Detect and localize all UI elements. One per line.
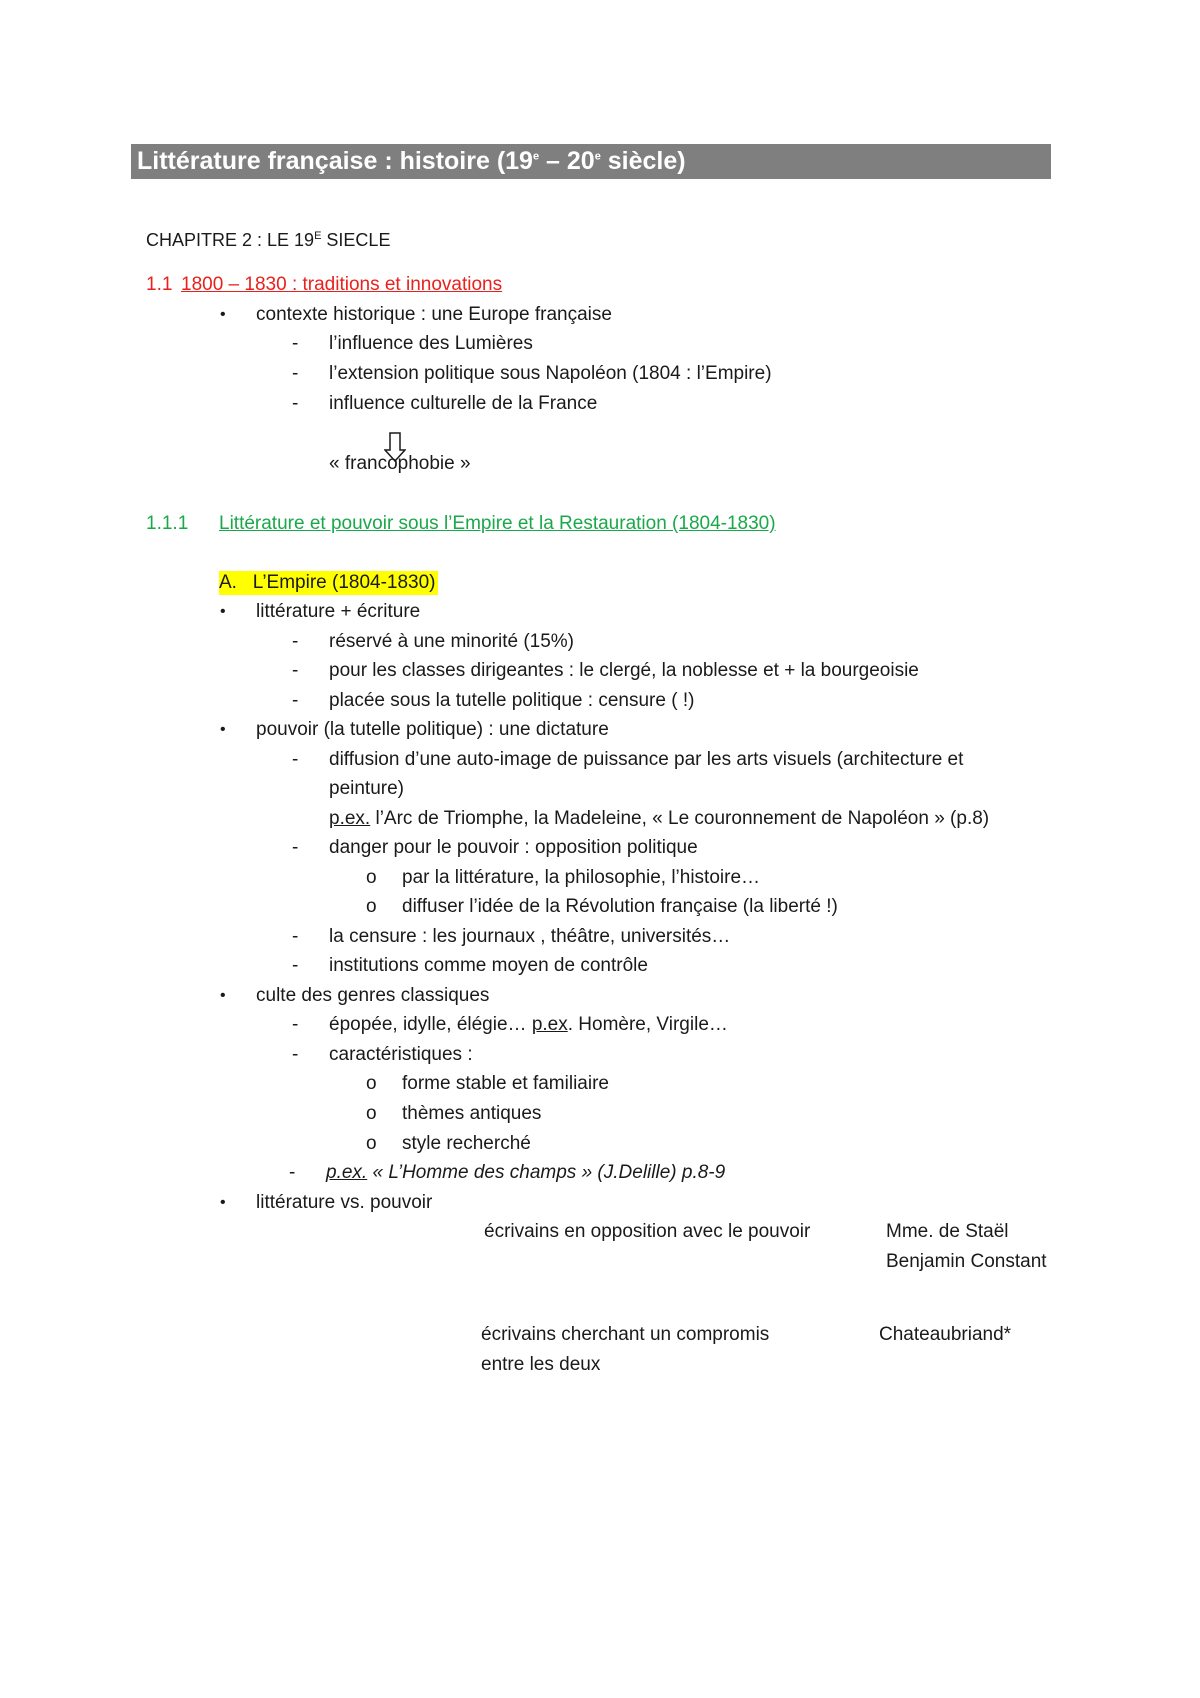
list-item-continued: peinture) <box>329 778 404 799</box>
list-item: forme stable et familiaire <box>402 1073 609 1094</box>
author-name: Mme. de Staël <box>886 1221 1009 1242</box>
list-item: par la littérature, la philosophie, l’histoire… <box>402 867 761 888</box>
circle-bullet-icon: o <box>366 1103 377 1124</box>
bullet-icon: • <box>220 306 226 323</box>
circle-bullet-icon: o <box>366 1133 377 1154</box>
list-item: diffusion d’une auto-image de puissance par les arts visuels (architecture et <box>329 749 964 770</box>
list-item: danger pour le pouvoir : opposition politique <box>329 837 698 858</box>
list-item: pouvoir (la tutelle politique) : une dictature <box>256 719 609 740</box>
dash-icon: - <box>292 837 299 858</box>
list-item: contexte historique : une Europe française <box>256 304 612 325</box>
list-item: caractéristiques : <box>329 1044 473 1065</box>
dash-icon: - <box>289 1162 296 1183</box>
list-item: diffuser l’idée de la Révolution française (la liberté !) <box>402 896 838 917</box>
list-item: institutions comme moyen de contrôle <box>329 955 648 976</box>
list-item: littérature + écriture <box>256 601 421 622</box>
list-item: culte des genres classiques <box>256 985 490 1006</box>
list-item: pour les classes dirigeantes : le clergé, la noblesse et + la bourgeoisie <box>329 660 919 681</box>
circle-bullet-icon: o <box>366 1073 377 1094</box>
francophobie-text: « francophobie » <box>329 453 471 474</box>
bullet-icon: • <box>220 987 226 1004</box>
sub-heading-a: A. L’Empire (1804-1830) <box>219 572 436 593</box>
bullet-icon: • <box>220 721 226 738</box>
section-number: 1.1 <box>146 274 173 295</box>
list-item: réservé à une minorité (15%) <box>329 631 574 652</box>
example-line: p.ex. « L’Homme des champs » (J.Delille) p.8-9 <box>326 1162 726 1183</box>
circle-bullet-icon: o <box>366 867 377 888</box>
subsection-title: Littérature et pouvoir sous l’Empire et la Restauration (1804-1830) <box>219 513 776 534</box>
bullet-icon: • <box>220 603 226 620</box>
author-name: Chateaubriand* <box>879 1324 1012 1345</box>
list-item: style recherché <box>402 1133 531 1154</box>
list-item: influence culturelle de la France <box>329 393 598 414</box>
dash-icon: - <box>292 1044 299 1065</box>
example-line: p.ex. l’Arc de Triomphe, la Madeleine, « Le couronnement de Napoléon » (p.8) <box>329 808 990 829</box>
subsection-number: 1.1.1 <box>146 513 189 534</box>
dash-icon: - <box>292 749 299 770</box>
circle-bullet-icon: o <box>366 896 377 917</box>
dash-icon: - <box>292 333 299 354</box>
compromise-label: écrivains cherchant un compromis <box>481 1324 770 1345</box>
dash-icon: - <box>292 393 299 414</box>
list-item: thèmes antiques <box>402 1103 542 1124</box>
author-name: Benjamin Constant <box>886 1251 1047 1272</box>
document-title: Littérature française : histoire (19e – 20e siècle) <box>131 144 1051 179</box>
compromise-label-continued: entre les deux <box>481 1354 601 1375</box>
chapter-heading: CHAPITRE 2 : LE $19^E$ SIECLE <box>146 230 391 250</box>
list-item: l’extension politique sous Napoléon (1804 : l’Empire) <box>329 363 772 384</box>
dash-icon: - <box>292 926 299 947</box>
opposition-label: écrivains en opposition avec le pouvoir <box>484 1221 811 1242</box>
list-item: la censure : les journaux , théâtre, universités… <box>329 926 731 947</box>
dash-icon: - <box>292 363 299 384</box>
dash-icon: - <box>292 955 299 976</box>
dash-icon: - <box>292 690 299 711</box>
list-item: littérature vs. pouvoir <box>256 1192 433 1213</box>
dash-icon: - <box>292 631 299 652</box>
list-item: placée sous la tutelle politique : censure ( !) <box>329 690 695 711</box>
dash-icon: - <box>292 1014 299 1035</box>
dash-icon: - <box>292 660 299 681</box>
list-item: épopée, idylle, élégie… p.ex. Homère, Virgile… <box>329 1014 728 1035</box>
section-title: 1800 – 1830 : traditions et innovations <box>181 274 503 295</box>
bullet-icon: • <box>220 1194 226 1211</box>
list-item: l’influence des Lumières <box>329 333 533 354</box>
